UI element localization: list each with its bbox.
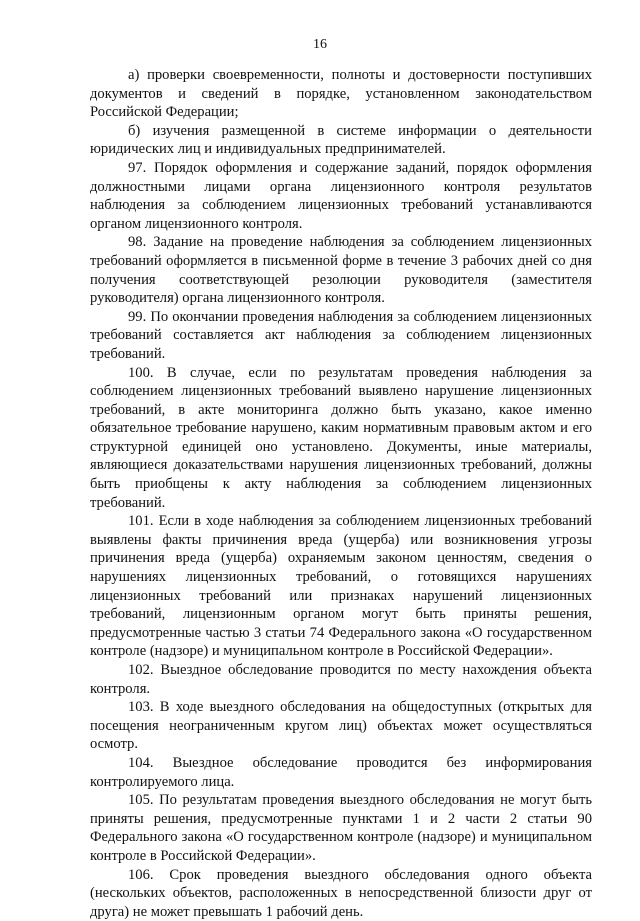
paragraph-102: 102. Выездное обследование проводится по месту нахождения объекта контроля. <box>90 662 592 697</box>
paragraph-100: 100. В случае, если по результатам проведения наблюдения за соблюдением лицензионных требований выявлено нарушение лицензионных требований, в акте мониторинга должно быть указано, какое именно обязательное требование нарушено, каким нормативным правовым актом и его структурной единицей оно установлено. Документы, иные материалы, являющиеся доказательствами нарушения лицензионных требований, должны быть приобщены к акту наблюдения за соблюдением лицензионных требований. <box>90 364 592 511</box>
paragraph-104: 104. Выездное обследование проводится без информирования контролируемого лица. <box>90 754 592 790</box>
paragraph-a-checks: а) проверки своевременности, полноты и достоверности поступивших документов и сведений в порядке, установленном законодательством Российской Федерации; <box>90 67 592 121</box>
page-body <box>90 66 592 921</box>
paragraph-97: 97. Порядок оформления и содержание заданий, порядок оформления должностными лицами органа лицензионного контроля результатов наблюдения за соблюдением лицензионных требований устанавливаются органом лицензионного контроля. <box>90 159 592 232</box>
paragraph-103: 103. В ходе выездного обследования на общедоступных (открытых для посещения неограниченным кругом лиц) объектах может осуществляться осмотр. <box>90 699 592 753</box>
paragraph-101: 101. Если в ходе наблюдения за соблюдением лицензионных требований выявлены факты причинения вреда (ущерба) или возникновения угрозы причинения вреда (ущерба) охраняемым законом ценностям, сведения о нарушениях лицензионных требований, о готовящихся нарушениях лицензионных требований или признаках нарушений лицензионных требований, лицензионным органом могут быть приняты решения, предусмотренные частью 3 статьи 74 Федерального закона «О государственном контроле (надзоре) и муниципальном контроле в Российской Федерации». <box>90 513 592 660</box>
page-number: 16 <box>313 37 327 52</box>
paragraph-99: 99. По окончании проведения наблюдения за соблюдением лицензионных требований составляется акт наблюдения за соблюдением лицензионных требований. <box>90 308 592 362</box>
paragraph-b-study: б) изучения размещенной в системе информации о деятельности юридических лиц и индивидуальных предпринимателей. <box>90 122 592 158</box>
paragraph-106: 106. Срок проведения выездного обследования одного объекта (нескольких объектов, расположенных в непосредственной близости друг от друга) не может превышать 1 рабочий день. <box>90 866 592 920</box>
paragraph-105: 105. По результатам проведения выездного обследования не могут быть приняты решения, предусмотренные пунктами 1 и 2 части 2 статьи 90 Федерального закона «О государственном контроле (надзоре) и муниципальном контроле в Российской Федерации». <box>90 792 592 864</box>
paragraph-98: 98. Задание на проведение наблюдения за соблюдением лицензионных требований оформляется в письменной форме в течение 3 рабочих дней со дня получения соответствующей резолюции руководителя (заместителя руководителя) органа лицензионного контроля. <box>90 234 592 307</box>
